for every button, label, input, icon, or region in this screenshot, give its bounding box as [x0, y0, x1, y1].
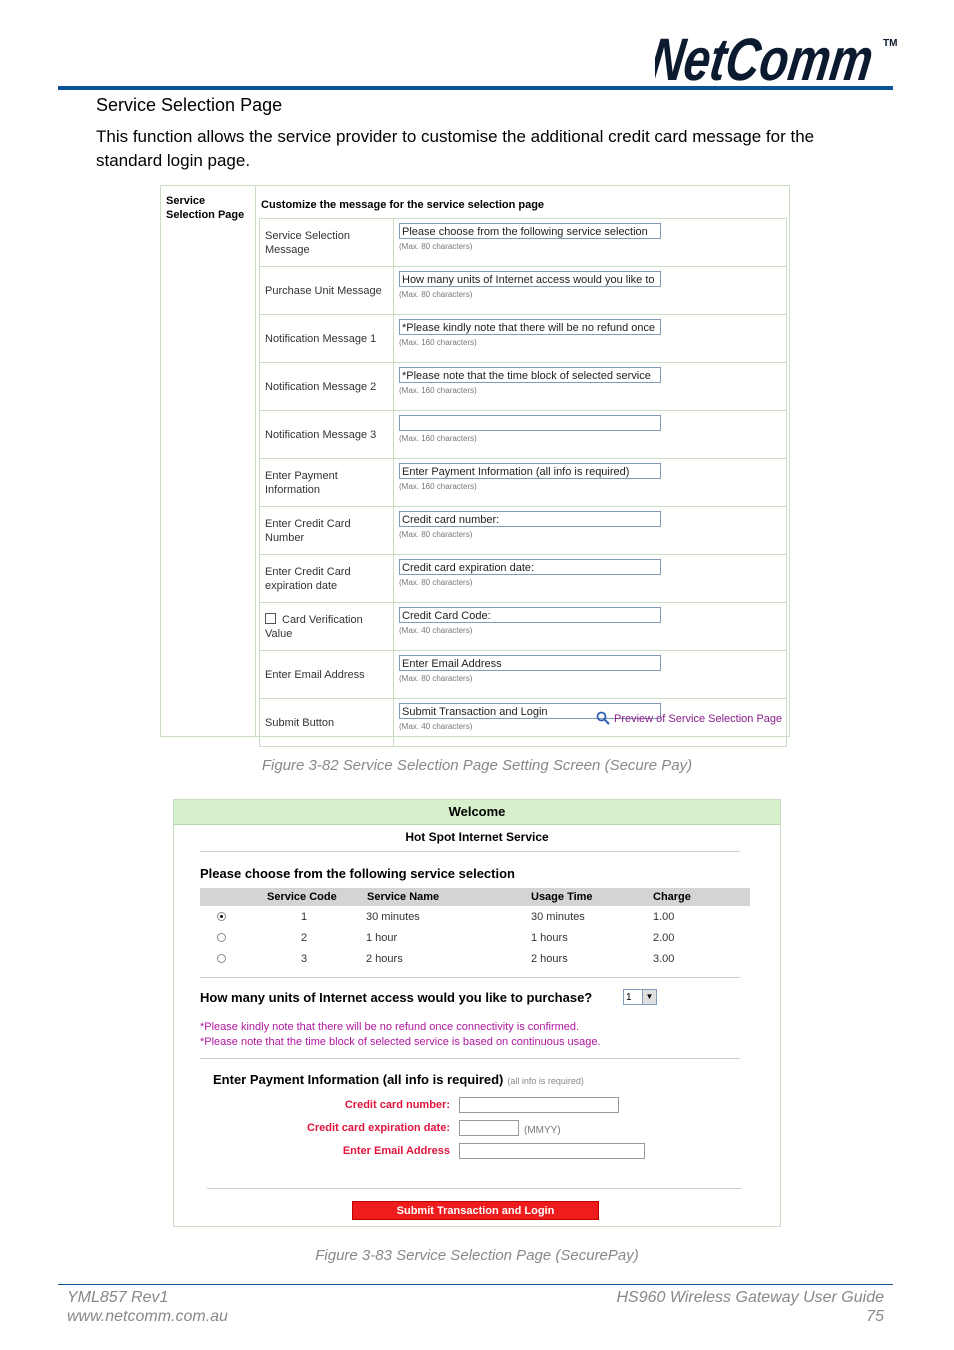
row-hint: (Max. 80 characters)	[399, 674, 473, 683]
row-label: Enter Payment Information	[260, 459, 394, 507]
settings-table	[259, 218, 787, 747]
row-label: Notification Message 1	[260, 315, 394, 363]
intro-paragraph: This function allows the service provider to customise the additional credit card message for the standard login page.	[96, 127, 815, 170]
purchase-unit-message-input[interactable]: How many units of Internet access would you like to	[399, 271, 661, 287]
chevron-down-icon: ▼	[642, 990, 656, 1004]
cc-exp-label: Credit card expiration date:	[306, 1122, 450, 1134]
row-label: Enter Credit Card Number	[260, 507, 394, 555]
units-select-value: 1	[626, 992, 632, 1003]
row-hint: (Max. 40 characters)	[399, 722, 473, 731]
table-row	[200, 929, 750, 949]
usage-time: 2 hours	[531, 953, 568, 965]
guide-title: HS960 Wireless Gateway User Guide	[616, 1289, 884, 1306]
hotspot-title: Hot Spot Internet Service	[405, 830, 549, 844]
table-row	[260, 267, 787, 315]
row-label: Submit Button	[260, 699, 394, 747]
service-radio-2[interactable]	[217, 933, 226, 942]
notification-message-3-input[interactable]	[399, 415, 661, 431]
cc-exp-hint: (MMYY)	[524, 1125, 561, 1136]
table-row	[260, 363, 787, 411]
page-number: 75	[866, 1308, 884, 1325]
col-service-name: Service Name	[367, 891, 440, 903]
notice-time-block: *Please note that the time block of selected service is based on continuous usage.	[200, 1036, 601, 1048]
netcomm-logo	[655, 28, 900, 86]
header-rule	[58, 86, 893, 90]
payment-information-input[interactable]: Enter Payment Information (all info is required)	[399, 463, 661, 479]
service-radio-1[interactable]	[217, 912, 226, 921]
service-radio-3[interactable]	[217, 954, 226, 963]
row-hint: (Max. 80 characters)	[399, 242, 473, 251]
units-question: How many units of Internet access would you like to purchase?	[200, 990, 593, 1005]
divider	[200, 1058, 740, 1059]
table-row	[260, 603, 787, 651]
service-table-header	[200, 888, 750, 906]
service-name: 2 hours	[366, 953, 403, 965]
card-verification-checkbox[interactable]	[265, 613, 276, 624]
row-hint: (Max. 80 characters)	[399, 578, 473, 587]
footer-rule	[58, 1284, 893, 1285]
payment-title	[213, 1072, 584, 1087]
service-code: 3	[301, 953, 308, 965]
notice-refund: *Please kindly note that there will be no refund once connectivity is confirmed.	[200, 1021, 580, 1033]
email-label: Enter Email Address	[342, 1145, 450, 1157]
magnifier-icon	[596, 711, 610, 725]
divider	[200, 977, 740, 978]
service-name: 1 hour	[366, 932, 398, 944]
row-label: Service Selection Message	[260, 219, 394, 267]
settings-screen	[160, 185, 790, 737]
row-hint: (Max. 160 characters)	[399, 386, 477, 395]
credit-card-number-input[interactable]: Credit card number:	[399, 511, 661, 527]
row-hint: (Max. 160 characters)	[399, 482, 477, 491]
service-code: 2	[301, 932, 308, 944]
table-row	[260, 411, 787, 459]
table-row	[260, 555, 787, 603]
charge: 1.00	[653, 911, 675, 923]
choose-heading: Please choose from the following service selection	[200, 866, 515, 881]
service-name: 30 minutes	[366, 911, 420, 923]
table-row	[260, 315, 787, 363]
logo-trademark: TM	[883, 38, 898, 49]
email-address-input[interactable]: Enter Email Address	[399, 655, 661, 671]
website: www.netcomm.com.au	[67, 1308, 228, 1325]
settings-left-panel	[161, 186, 256, 736]
service-selection-page	[173, 799, 781, 1227]
col-service-code: Service Code	[267, 891, 337, 903]
col-usage-time: Usage Time	[531, 891, 593, 903]
logo-wordmark: NetComm	[655, 28, 900, 86]
table-row	[260, 507, 787, 555]
row-label: Card Verification Value	[265, 613, 363, 640]
notification-message-2-input[interactable]: *Please note that the time block of selected service	[399, 367, 661, 383]
footer-right	[616, 1288, 884, 1326]
row-hint: (Max. 40 characters)	[399, 626, 473, 635]
table-row	[260, 219, 787, 267]
welcome-banner: Welcome	[174, 800, 780, 825]
units-select[interactable]	[623, 989, 657, 1005]
usage-time: 1 hours	[531, 932, 568, 944]
settings-header: Customize the message for the service selection page	[261, 199, 545, 211]
divider	[207, 1188, 741, 1189]
table-row	[260, 459, 787, 507]
figure-caption-2: Figure 3-83 Service Selection Page (SecurePay)	[315, 1247, 639, 1264]
cc-number-input[interactable]	[459, 1097, 619, 1113]
submit-button-text-input[interactable]: Submit Transaction and Login	[399, 703, 661, 719]
table-row	[200, 950, 750, 970]
email-input[interactable]	[459, 1143, 645, 1159]
figure-caption-1: Figure 3-82 Service Selection Page Setting Screen (Secure Pay)	[261, 757, 693, 774]
row-label: Notification Message 3	[260, 411, 394, 459]
preview-link-label: Preview of Service Selection Page	[614, 713, 783, 725]
notification-message-1-input[interactable]: *Please kindly note that there will be no refund once	[399, 319, 661, 335]
charge: 3.00	[653, 953, 675, 965]
row-label: Enter Email Address	[260, 651, 394, 699]
service-selection-message-input[interactable]: Please choose from the following service selection	[399, 223, 661, 239]
table-row	[260, 651, 787, 699]
doc-code: YML857 Rev1	[67, 1289, 169, 1306]
settings-left-title: Service Selection Page	[166, 195, 245, 221]
preview-link[interactable]	[596, 711, 782, 725]
cc-number-label: Credit card number:	[344, 1099, 450, 1111]
table-row	[200, 908, 750, 928]
card-verification-input[interactable]: Credit Card Code:	[399, 607, 661, 623]
row-hint: (Max. 80 characters)	[399, 290, 473, 299]
row-hint: (Max. 160 characters)	[399, 338, 477, 347]
payment-title-text: Enter Payment Information (all info is required)	[213, 1072, 504, 1087]
payment-hint: (all info is required)	[507, 1076, 584, 1086]
row-label: Notification Message 2	[260, 363, 394, 411]
cc-exp-input[interactable]	[459, 1120, 519, 1136]
divider	[200, 851, 740, 852]
col-charge: Charge	[653, 891, 691, 903]
row-hint: (Max. 160 characters)	[399, 434, 477, 443]
section-heading: Service Selection Page	[96, 95, 283, 115]
credit-card-expiration-input[interactable]: Credit card expiration date:	[399, 559, 661, 575]
row-hint: (Max. 80 characters)	[399, 530, 473, 539]
charge: 2.00	[653, 932, 675, 944]
row-label: Enter Credit Card expiration date	[260, 555, 394, 603]
footer-left	[67, 1288, 228, 1326]
service-code: 1	[301, 911, 308, 923]
usage-time: 30 minutes	[531, 911, 585, 923]
row-label: Purchase Unit Message	[260, 267, 394, 315]
submit-button[interactable]: Submit Transaction and Login	[352, 1201, 599, 1220]
